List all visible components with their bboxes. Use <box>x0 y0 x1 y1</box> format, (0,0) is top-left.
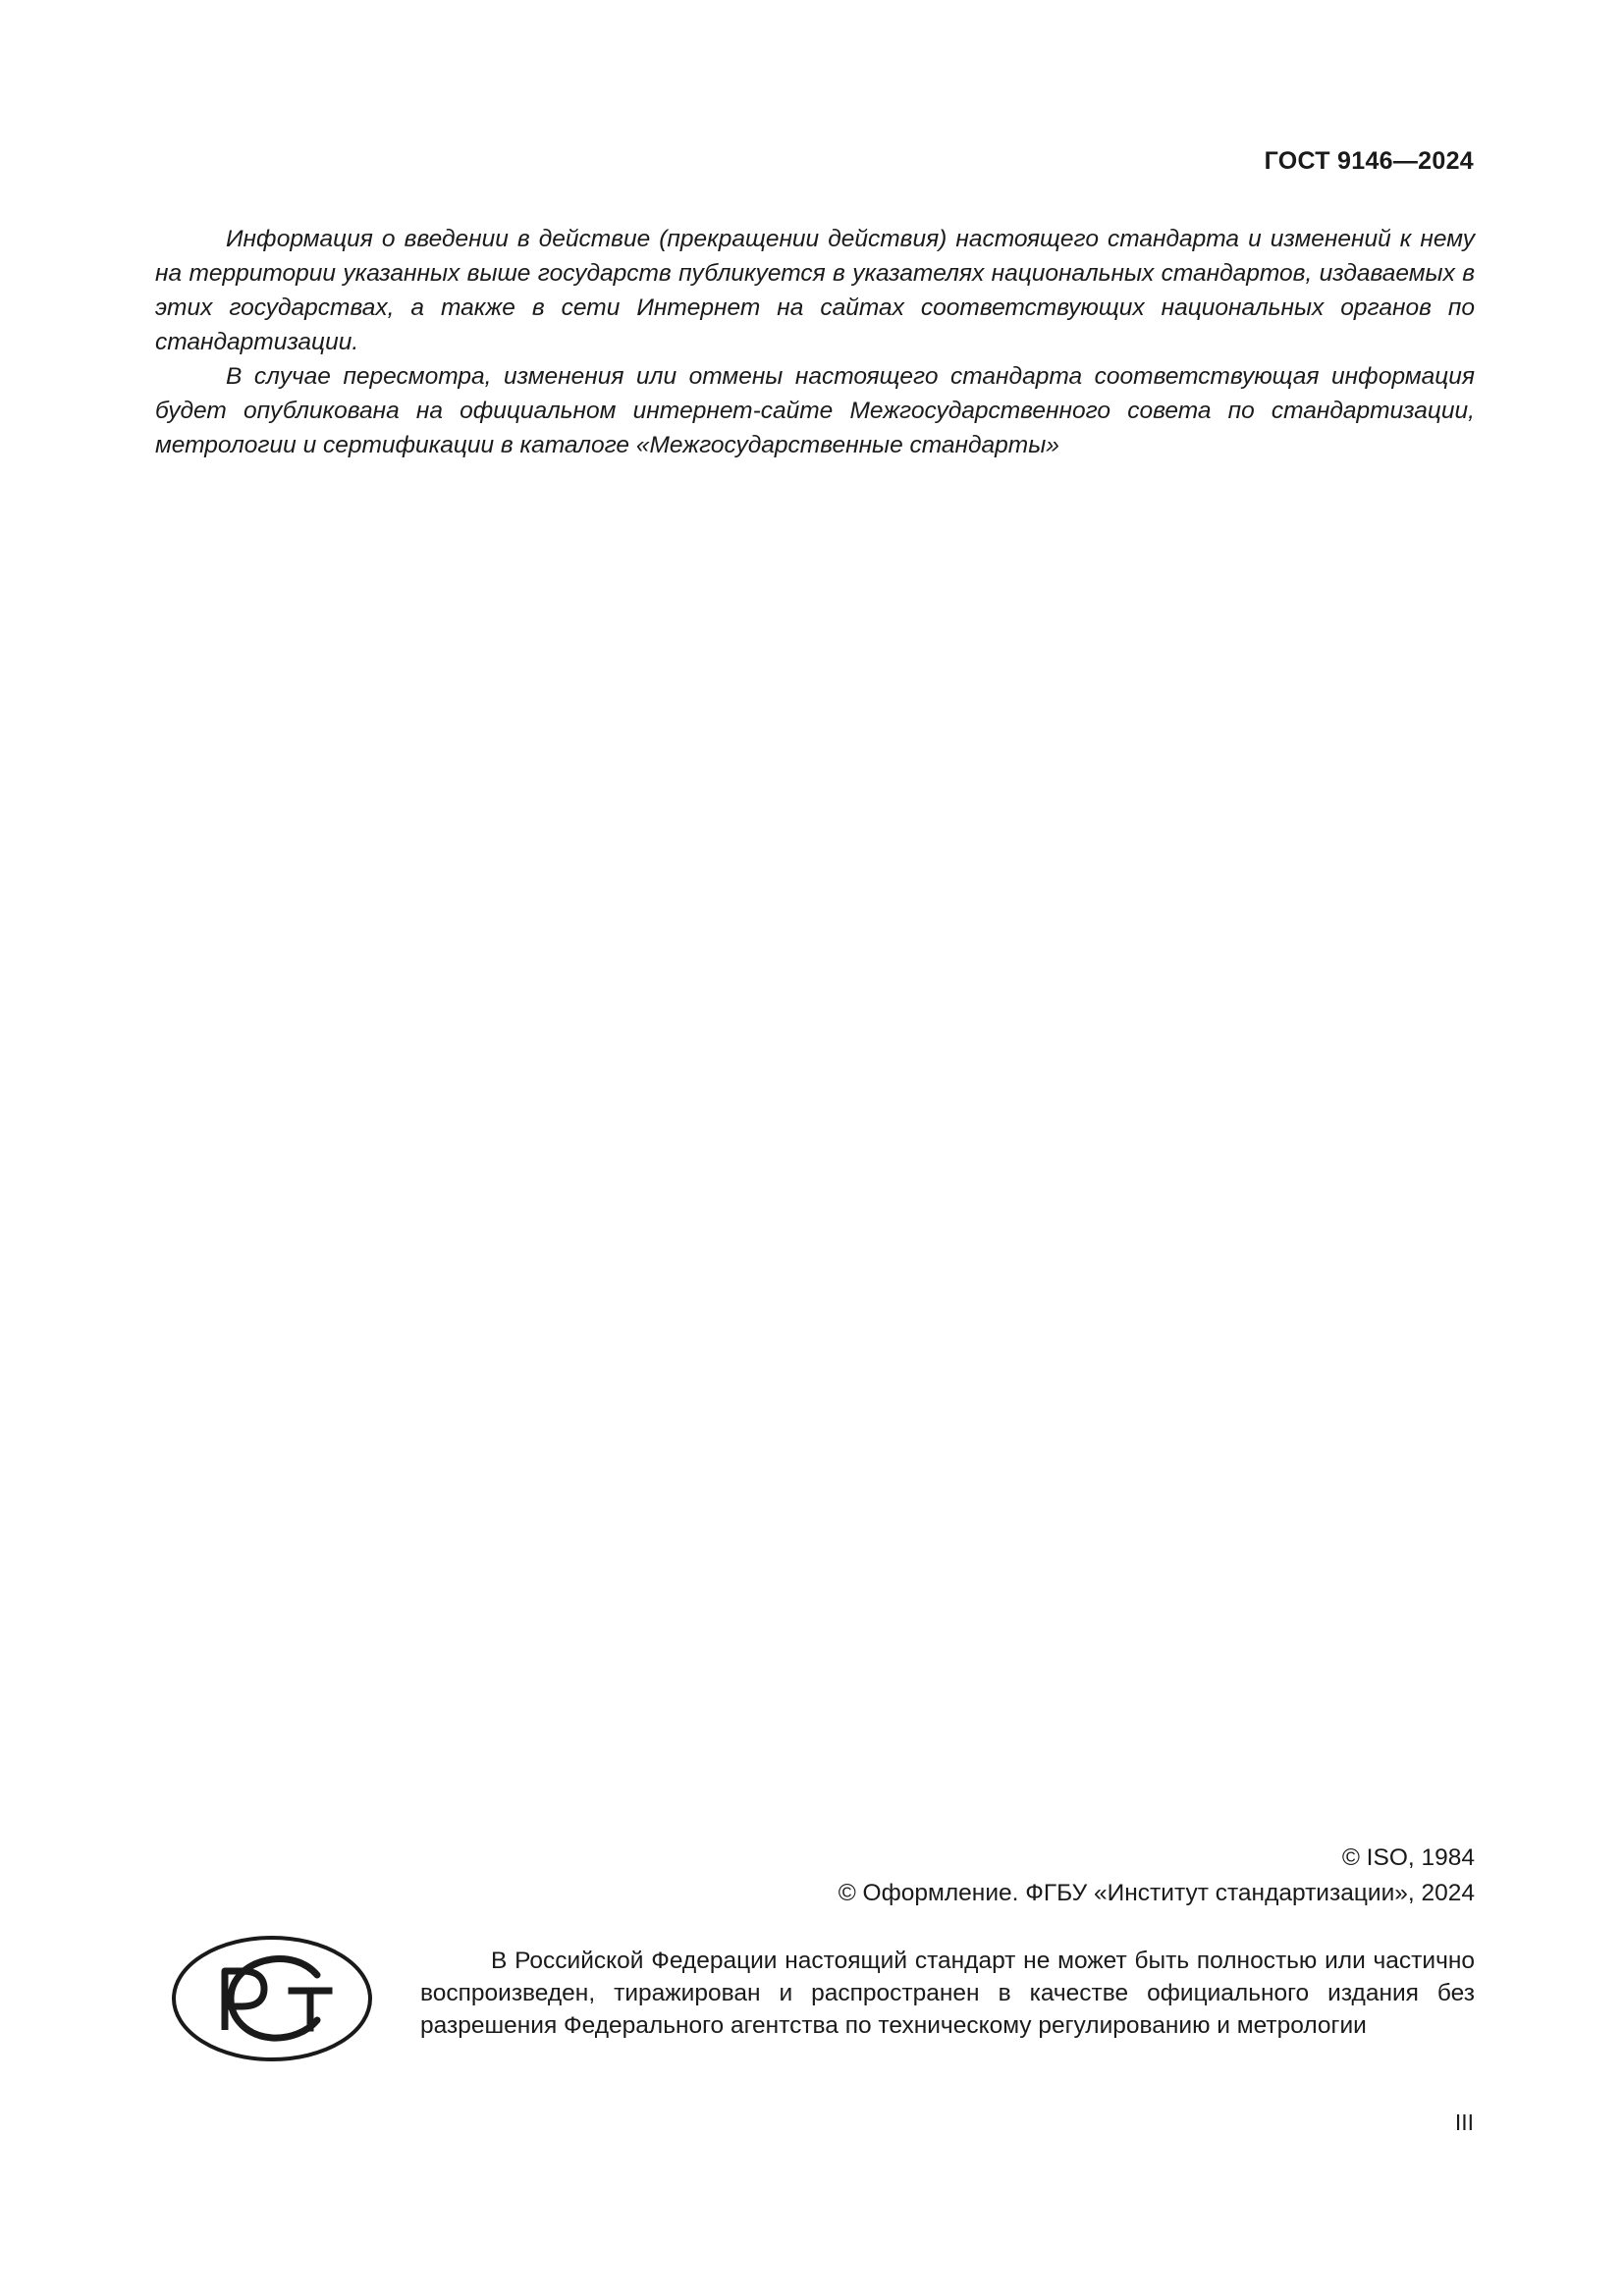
info-paragraph-revision: В случае пересмотра, изменения или отмены настоящего стандарта соответствующая информация будет опубликована на официальном интернет-сайте Межгосударственного совета по стандартизации, метрологии и сертификации в каталоге «Межгосударственные стандарты» <box>155 363 1475 458</box>
reproduction-notice-text: В Российской Федерации настоящий стандарт не может быть полностью или частично воспроизведен, тиражирован и распространен в качестве официального издания без разрешения Федерального агентства по техническому регулированию и метрологии <box>420 1948 1475 2039</box>
reproduction-notice <box>420 1945 1475 2042</box>
copyright-iso: © ISO, 1984 <box>1341 1844 1475 1871</box>
information-block <box>155 222 1475 462</box>
page-number: III <box>1454 2109 1474 2135</box>
standard-code-header: ГОСТ 9146—2024 <box>1264 147 1474 175</box>
rst-certification-emblem-icon <box>170 1934 374 2063</box>
copyright-block <box>839 1841 1475 1911</box>
info-paragraph-introduction: Информация о введении в действие (прекращении действия) настоящего стандарта и изменений к нему на территории указанных выше государств публикуется в указателях национальных стандартов, издаваемых в этих государствах, а также в сети Интернет на сайтах соответствующих национальных органов по стандартизации. <box>155 226 1475 355</box>
copyright-design: © Оформление. ФГБУ «Институт стандартизации», 2024 <box>838 1880 1475 1906</box>
